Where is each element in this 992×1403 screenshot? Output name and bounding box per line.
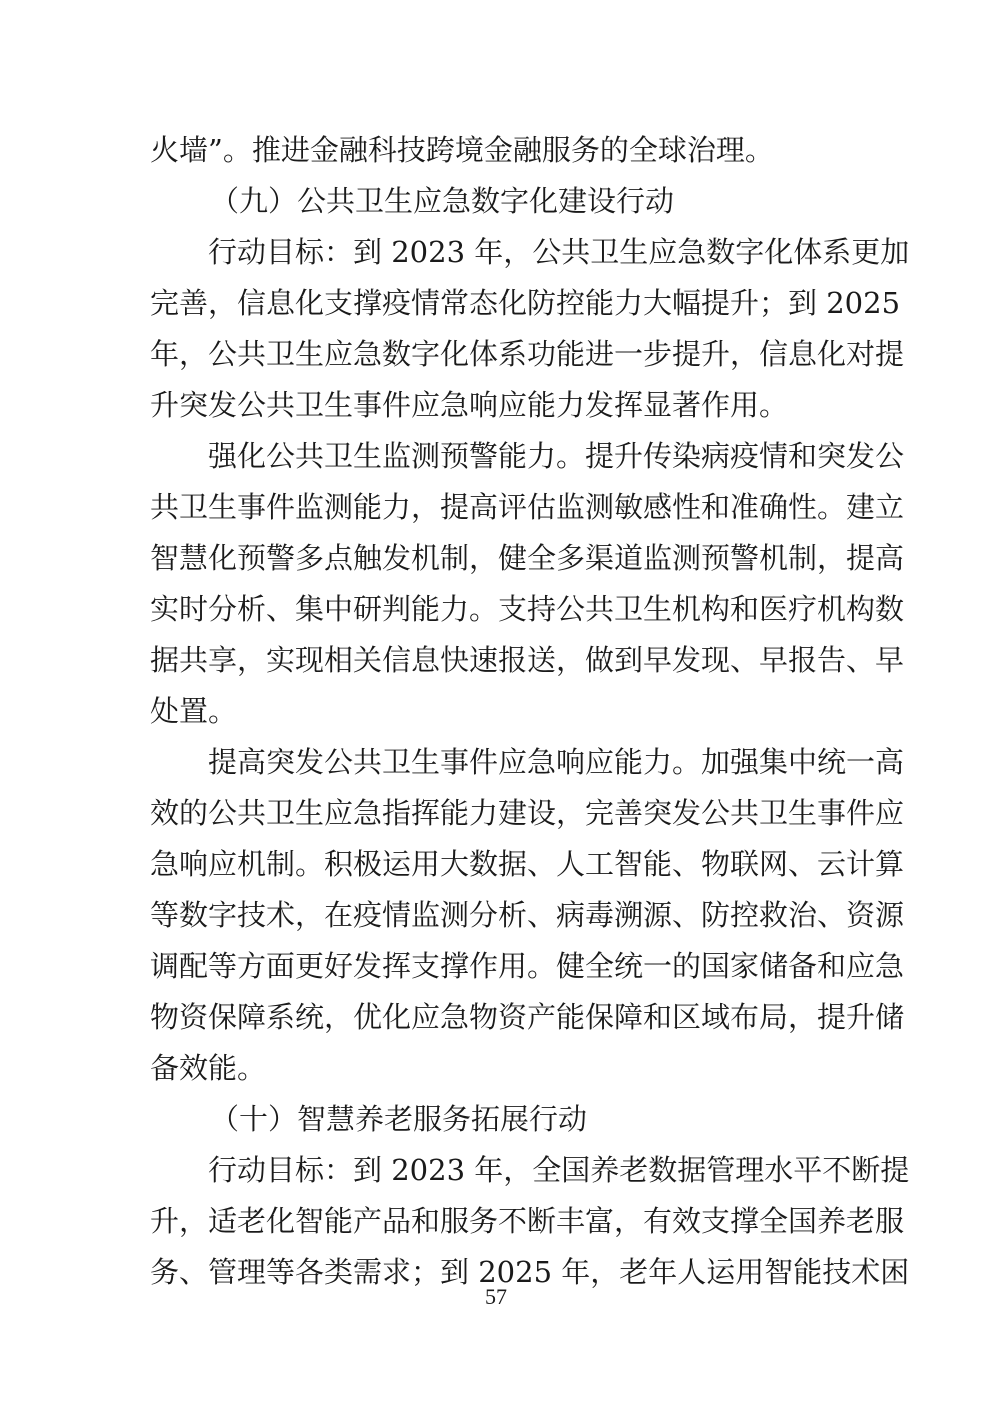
text-line: 共卫生事件监测能力，提高评估监测敏感性和准确性。建立 — [150, 490, 905, 524]
text-line: 智慧化预警多点触发机制，健全多渠道监测预警机制，提高 — [150, 541, 905, 575]
text-line: 火墙”。推进金融科技跨境金融服务的全球治理。 — [150, 133, 774, 167]
text-line: 等数字技术，在疫情监测分析、病毒溯源、防控救治、资源 — [150, 898, 905, 932]
section-heading: （九）公共卫生应急数字化建设行动 — [210, 184, 675, 218]
text-line: 升，适老化智能产品和服务不断丰富，有效支撑全国养老服 — [150, 1204, 905, 1238]
text-line: 年，公共卫生应急数字化体系功能进一步提升，信息化对提 — [150, 337, 905, 371]
text-line: 务、管理等各类需求；到 2025 年，老年人运用智能技术困 — [150, 1255, 910, 1289]
text-line: 升突发公共卫生事件应急响应能力发挥显著作用。 — [150, 388, 789, 422]
text-line: 完善，信息化支撑疫情常态化防控能力大幅提升；到 2025 — [150, 286, 901, 320]
text-line: 处置。 — [150, 694, 238, 728]
text-line: 物资保障系统，优化应急物资产能保障和区域布局，提升储 — [150, 1000, 905, 1034]
text-line: 据共享，实现相关信息快速报送，做到早发现、早报告、早 — [150, 643, 905, 677]
page-number: 57 — [485, 1284, 507, 1309]
text-line: 实时分析、集中研判能力。支持公共卫生机构和医疗机构数 — [150, 592, 905, 626]
text-line: 调配等方面更好发挥支撑作用。健全统一的国家储备和应急 — [150, 949, 905, 983]
text-line: 行动目标：到 2023 年，全国养老数据管理水平不断提 — [208, 1153, 910, 1187]
text-line: 强化公共卫生监测预警能力。提升传染病疫情和突发公 — [208, 439, 905, 473]
body-text — [150, 125, 910, 1298]
text-line: 提高突发公共卫生事件应急响应能力。加强集中统一高 — [208, 745, 905, 779]
text-line: 行动目标：到 2023 年，公共卫生应急数字化体系更加 — [208, 235, 910, 269]
text-line: 效的公共卫生应急指挥能力建设，完善突发公共卫生事件应 — [150, 796, 905, 830]
section-heading: （十）智慧养老服务拓展行动 — [210, 1102, 588, 1136]
text-line: 备效能。 — [150, 1051, 267, 1085]
text-line: 急响应机制。积极运用大数据、人工智能、物联网、云计算 — [150, 847, 905, 881]
